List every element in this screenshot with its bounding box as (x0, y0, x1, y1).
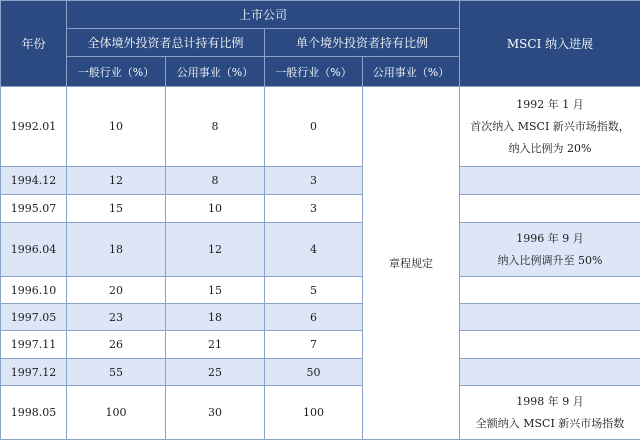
table-row (1, 304, 640, 331)
msci-header: MSCI 纳入进展 (460, 1, 640, 87)
year-cell: 1995.07 (1, 195, 67, 223)
single-general-cell: 100 (265, 386, 363, 440)
year-cell: 1994.12 (1, 167, 67, 195)
note-line: 首次纳入 MSCI 新兴市场指数， (470, 119, 630, 133)
total-general-cell: 20 (67, 277, 166, 304)
total-utility-cell: 30 (166, 386, 265, 440)
total-general-cell: 26 (67, 331, 166, 359)
msci-empty-cell (460, 195, 640, 223)
table-row (1, 167, 640, 195)
year-cell: 1996.04 (1, 223, 67, 277)
total-utility-header: 公用事业（%） (166, 57, 265, 87)
table-row (1, 359, 640, 386)
total-general-cell: 12 (67, 167, 166, 195)
year-header: 年份 (1, 1, 67, 87)
msci-empty-cell (460, 167, 640, 195)
charter-rule-cell: 章程规定 (363, 87, 460, 440)
table-row (1, 195, 640, 223)
total-general-cell: 23 (67, 304, 166, 331)
msci-empty-cell (460, 277, 640, 304)
note-line: 纳入比例调升至 50% (497, 253, 603, 267)
single-general-cell: 4 (265, 223, 363, 277)
msci-note-1992 (460, 87, 640, 167)
note-line: 纳入比例为 20% (508, 141, 592, 155)
msci-empty-cell (460, 359, 640, 386)
total-general-header: 一般行业（%） (67, 57, 166, 87)
single-general-cell: 50 (265, 359, 363, 386)
single-utility-header: 公用事业（%） (363, 57, 460, 87)
note-line: 1998 年 9 月 (516, 394, 584, 408)
single-general-cell: 5 (265, 277, 363, 304)
note-line: 全额纳入 MSCI 新兴市场指数 (475, 416, 625, 430)
year-cell: 1997.11 (1, 331, 67, 359)
total-general-cell: 10 (67, 87, 166, 167)
year-cell: 1998.05 (1, 386, 67, 440)
total-utility-cell: 8 (166, 167, 265, 195)
msci-note-1996 (460, 223, 640, 277)
total-general-cell: 55 (67, 359, 166, 386)
total-utility-cell: 8 (166, 87, 265, 167)
msci-empty-cell (460, 304, 640, 331)
total-utility-cell: 12 (166, 223, 265, 277)
total-utility-cell: 21 (166, 331, 265, 359)
total-utility-cell: 10 (166, 195, 265, 223)
table-row (1, 223, 640, 277)
table-row (1, 331, 640, 359)
year-cell: 1997.05 (1, 304, 67, 331)
listed-company-header: 上市公司 (67, 1, 460, 29)
total-general-cell: 15 (67, 195, 166, 223)
total-general-cell: 100 (67, 386, 166, 440)
msci-empty-cell (460, 331, 640, 359)
total-utility-cell: 18 (166, 304, 265, 331)
table-row (1, 87, 640, 167)
total-utility-cell: 15 (166, 277, 265, 304)
single-general-cell: 7 (265, 331, 363, 359)
table-row (1, 277, 640, 304)
year-cell: 1992.01 (1, 87, 67, 167)
year-cell: 1996.10 (1, 277, 67, 304)
total-utility-cell: 25 (166, 359, 265, 386)
total-general-cell: 18 (67, 223, 166, 277)
table-row (1, 386, 640, 440)
single-general-header: 一般行业（%） (265, 57, 363, 87)
note-line: 1992 年 1 月 (516, 97, 584, 111)
single-general-cell: 3 (265, 195, 363, 223)
note-line: 1996 年 9 月 (516, 231, 584, 245)
single-general-cell: 0 (265, 87, 363, 167)
single-general-cell: 6 (265, 304, 363, 331)
total-ratio-header: 全体境外投资者总计持有比例 (67, 29, 265, 57)
year-cell: 1997.12 (1, 359, 67, 386)
single-general-cell: 3 (265, 167, 363, 195)
msci-note-1998 (460, 386, 640, 440)
single-ratio-header: 单个境外投资者持有比例 (265, 29, 460, 57)
